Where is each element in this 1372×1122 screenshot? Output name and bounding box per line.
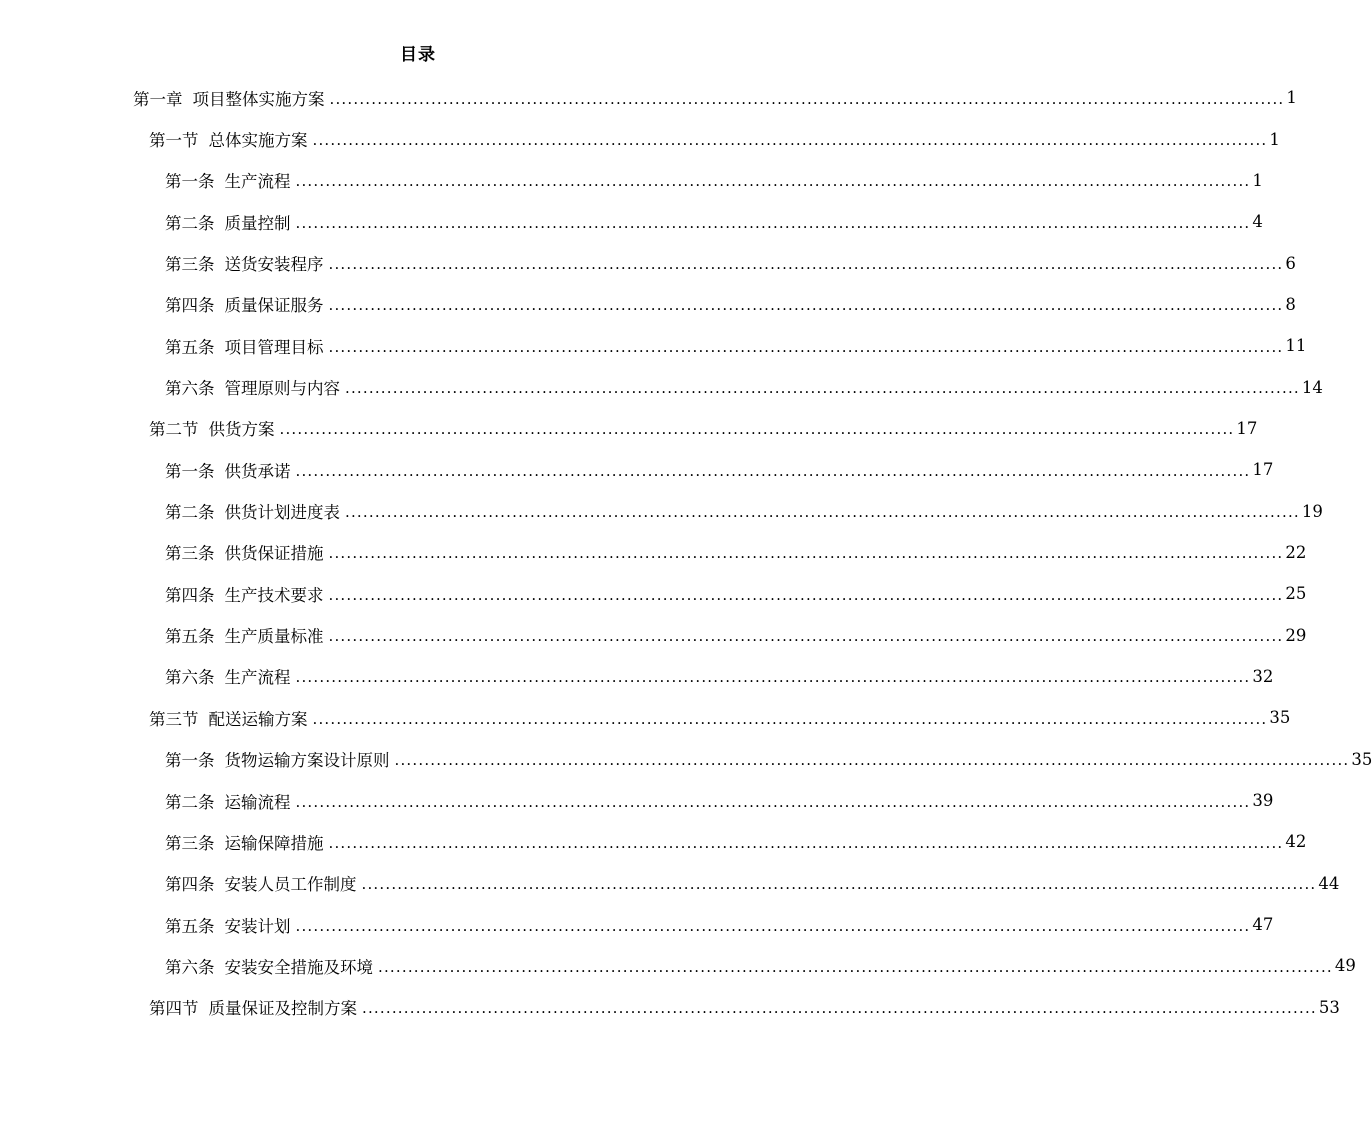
toc-entry-number: 第四条	[165, 585, 215, 605]
toc-dot-leader: ................................................................................................................................................................	[295, 916, 1251, 935]
toc-entry-number: 第一章	[133, 89, 183, 109]
toc-entry-text: 生产流程	[224, 172, 291, 192]
toc-entry-label	[165, 210, 291, 234]
toc-dot-leader: ................................................................................................................................................................	[362, 999, 1317, 1018]
toc-page-number: 32	[1252, 666, 1274, 686]
toc-page-number: 1	[1286, 88, 1297, 108]
toc-entry-number: 第三节	[149, 709, 199, 729]
toc-dot-leader: ................................................................................................................................................................	[329, 89, 1285, 108]
toc-article-entry[interactable]	[0, 532, 1307, 573]
toc-entry-label	[165, 913, 291, 937]
toc-entry-text: 项目整体实施方案	[192, 89, 325, 109]
toc-entry-text: 质量保证及控制方案	[208, 999, 357, 1019]
toc-entry-number: 第四条	[165, 296, 215, 316]
toc-entry-text: 供货承诺	[224, 461, 291, 481]
toc-dot-leader: ................................................................................................................................................................	[328, 544, 1284, 563]
toc-entry-number: 第五条	[165, 337, 215, 357]
toc-article-entry[interactable]	[0, 449, 1274, 490]
toc-entry-label	[165, 251, 324, 275]
toc-dot-leader: ................................................................................................................................................................	[394, 751, 1350, 770]
toc-page-number: 22	[1285, 542, 1307, 562]
toc-article-entry[interactable]	[0, 284, 1296, 325]
toc-entry-label	[165, 292, 324, 316]
toc-entry-label	[165, 375, 340, 399]
toc-page-number: 47	[1252, 915, 1274, 935]
toc-entry-label	[165, 168, 291, 192]
toc-entry-text: 管理原则与内容	[224, 379, 340, 399]
toc-entry-text: 质量保证服务	[224, 296, 324, 316]
toc-entry-number: 第五条	[165, 627, 215, 647]
toc-article-entry[interactable]	[0, 945, 1356, 986]
toc-entry-text: 安装安全措施及环境	[224, 957, 373, 977]
toc-entry-number: 第二节	[149, 420, 199, 440]
toc-entry-number: 第六条	[165, 668, 215, 688]
toc-entry-number: 第三条	[165, 833, 215, 853]
toc-dot-leader: ................................................................................................................................................................	[361, 875, 1317, 894]
toc-page-number: 19	[1301, 501, 1323, 521]
toc-entry-text: 安装人员工作制度	[224, 875, 357, 895]
toc-section-entry[interactable]	[0, 118, 1280, 159]
toc-entry-label	[149, 416, 275, 440]
toc-page-number: 4	[1252, 212, 1263, 232]
toc-article-entry[interactable]	[0, 201, 1263, 242]
toc-entry-text: 生产流程	[224, 668, 291, 688]
toc-entry-text: 运输保障措施	[224, 833, 324, 853]
toc-section-entry[interactable]	[0, 987, 1340, 1028]
toc-entry-number: 第一条	[165, 172, 215, 192]
toc-dot-leader: ................................................................................................................................................................	[345, 379, 1300, 398]
toc-article-entry[interactable]	[0, 325, 1307, 366]
toc-page-number: 44	[1318, 873, 1340, 893]
toc-dot-leader: ................................................................................................................................................................	[328, 296, 1284, 315]
toc-page-number: 25	[1285, 584, 1307, 604]
toc-section-entry[interactable]	[0, 697, 1291, 738]
toc-page-number: 1	[1252, 170, 1263, 190]
toc-entry-number: 第六条	[165, 379, 215, 399]
toc-entry-label	[165, 458, 291, 482]
toc-entry-label	[165, 540, 324, 564]
toc-section-entry[interactable]	[0, 408, 1258, 449]
toc-entry-number: 第一条	[165, 751, 215, 771]
toc-article-entry[interactable]	[0, 656, 1274, 697]
toc-entry-text: 安装计划	[224, 916, 291, 936]
toc-page-number: 14	[1301, 377, 1323, 397]
toc-dot-leader: ................................................................................................................................................................	[328, 585, 1284, 604]
toc-entry-text: 送货安装程序	[224, 255, 324, 275]
toc-entry-number: 第四条	[165, 875, 215, 895]
toc-page-number: 29	[1285, 625, 1307, 645]
toc-article-entry[interactable]	[0, 614, 1307, 655]
toc-dot-leader: ................................................................................................................................................................	[295, 668, 1251, 687]
toc-entry-text: 生产技术要求	[224, 585, 324, 605]
toc-entry-label	[133, 86, 325, 110]
table-of-contents	[0, 77, 1372, 1028]
toc-entry-number: 第二条	[165, 792, 215, 812]
toc-entry-number: 第四节	[149, 999, 199, 1019]
toc-article-entry[interactable]	[0, 780, 1274, 821]
toc-entry-label	[149, 127, 308, 151]
toc-entry-label	[165, 830, 324, 854]
toc-entry-number: 第六条	[165, 957, 215, 977]
toc-page-number: 35	[1351, 749, 1372, 769]
toc-entry-text: 项目管理目标	[224, 337, 324, 357]
toc-page-number: 11	[1285, 336, 1307, 356]
toc-entry-label	[165, 747, 390, 771]
toc-entry-number: 第三条	[165, 544, 215, 564]
toc-entry-label	[149, 706, 308, 730]
toc-article-entry[interactable]	[0, 366, 1323, 407]
toc-page-number: 53	[1318, 997, 1340, 1017]
toc-entry-text: 配送运输方案	[208, 709, 308, 729]
toc-entry-text: 生产质量标准	[224, 627, 324, 647]
toc-entry-label	[165, 623, 324, 647]
toc-dot-leader: ................................................................................................................................................................	[328, 337, 1284, 356]
toc-page-number: 8	[1285, 294, 1296, 314]
toc-page-number: 17	[1236, 418, 1258, 438]
toc-entry-text: 运输流程	[224, 792, 291, 812]
toc-entry-text: 总体实施方案	[208, 131, 308, 151]
toc-dot-leader: ................................................................................................................................................................	[378, 957, 1333, 976]
toc-entry-label	[165, 954, 373, 978]
toc-entry-label	[165, 499, 340, 523]
toc-entry-number: 第一节	[149, 131, 199, 151]
toc-entry-number: 第二条	[165, 503, 215, 523]
toc-entry-text: 质量控制	[224, 213, 291, 233]
toc-entry-number: 第一条	[165, 461, 215, 481]
toc-dot-leader: ................................................................................................................................................................	[295, 213, 1251, 232]
toc-entry-label	[165, 664, 291, 688]
toc-article-entry[interactable]	[0, 490, 1323, 531]
toc-page-number: 35	[1269, 708, 1291, 728]
toc-entry-text: 货物运输方案设计原则	[224, 751, 390, 771]
toc-dot-leader: ................................................................................................................................................................	[295, 792, 1251, 811]
toc-entry-label	[165, 582, 324, 606]
toc-page-number: 17	[1252, 460, 1274, 480]
toc-page-number: 6	[1285, 253, 1296, 273]
toc-page-number: 49	[1334, 956, 1356, 976]
toc-entry-text: 供货保证措施	[224, 544, 324, 564]
toc-dot-leader: ................................................................................................................................................................	[295, 461, 1251, 480]
toc-article-entry[interactable]	[0, 160, 1263, 201]
toc-article-entry[interactable]	[0, 739, 1372, 780]
toc-article-entry[interactable]	[0, 821, 1307, 862]
toc-article-entry[interactable]	[0, 863, 1340, 904]
toc-article-entry[interactable]	[0, 904, 1274, 945]
toc-dot-leader: ................................................................................................................................................................	[312, 131, 1268, 150]
toc-chapter-entry[interactable]	[0, 77, 1297, 118]
toc-article-entry[interactable]	[0, 573, 1307, 614]
toc-page-number: 1	[1269, 129, 1280, 149]
toc-dot-leader: ................................................................................................................................................................	[279, 420, 1235, 439]
toc-entry-label	[165, 871, 357, 895]
toc-dot-leader: ................................................................................................................................................................	[328, 833, 1284, 852]
toc-entry-number: 第二条	[165, 213, 215, 233]
toc-entry-text: 供货计划进度表	[224, 503, 340, 523]
toc-page-number: 42	[1285, 832, 1307, 852]
toc-dot-leader: ................................................................................................................................................................	[345, 503, 1300, 522]
toc-dot-leader: ................................................................................................................................................................	[312, 709, 1268, 728]
toc-entry-label	[149, 995, 357, 1019]
toc-dot-leader: ................................................................................................................................................................	[328, 255, 1284, 274]
toc-entry-label	[165, 789, 291, 813]
toc-dot-leader: ................................................................................................................................................................	[295, 172, 1251, 191]
toc-article-entry[interactable]	[0, 242, 1296, 283]
toc-dot-leader: ................................................................................................................................................................	[328, 627, 1284, 646]
toc-entry-text: 供货方案	[208, 420, 275, 440]
toc-entry-number: 第三条	[165, 255, 215, 275]
toc-entry-number: 第五条	[165, 916, 215, 936]
toc-title: 目录	[400, 45, 436, 65]
toc-entry-label	[165, 334, 324, 358]
toc-page-number: 39	[1252, 791, 1274, 811]
